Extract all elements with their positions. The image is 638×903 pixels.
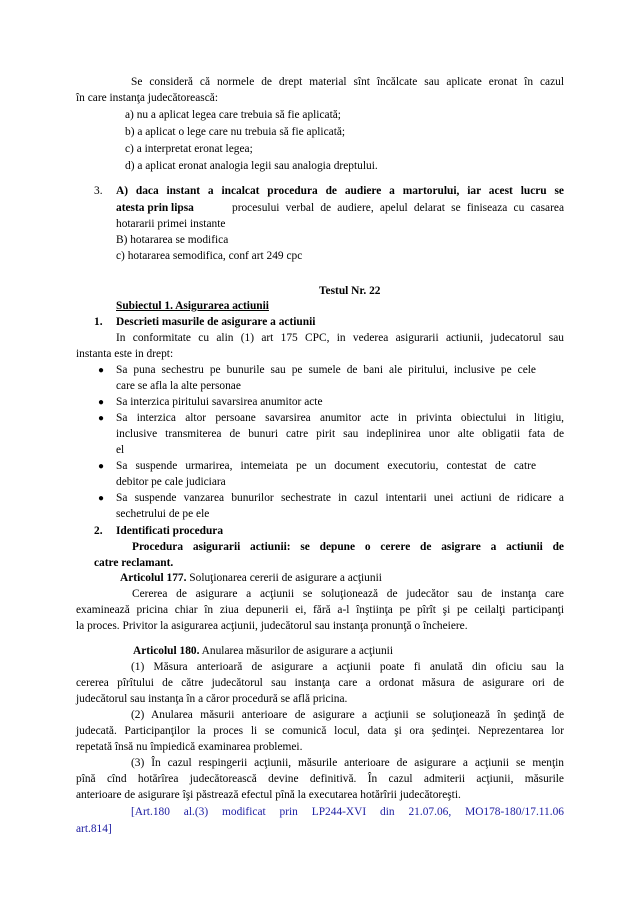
bullet-5-line-1: Sa suspende vanzarea bunurilor sechestrate in cazul intentarii unei actiuni de ridicare a — [116, 492, 564, 504]
s1-q2-label: Identificati procedura — [116, 525, 224, 537]
bullet-icon: ● — [98, 461, 105, 472]
bullet-1-line-1: Sa puna sechestru pe bunurile sau pe sumele de bani ale piritului, inclusive pe cele — [116, 364, 536, 376]
q3-line-2-bold: atesta prin lipsa — [116, 202, 194, 214]
intro-item-d: d) a aplicat eronat analogia legii sau analogia dreptului. — [125, 160, 378, 172]
bullet-2-line-1: Sa interzica piritului savarsirea anumitor acte — [116, 396, 323, 408]
q3-line-1: A) daca instant a incalcat procedura de audiere a martorului, iar acest lucru se — [116, 185, 564, 197]
bullet-icon: ● — [98, 397, 105, 408]
bullet-1-line-2: care se afla la alte personae — [116, 380, 241, 392]
bullet-3-line-1: Sa interzica altor persoane savarsirea anumitor acte in privinta obiectului in litigiu, — [116, 412, 564, 424]
art180-p2-line-3: repetată însă nu împiedică examinarea problemei. — [76, 741, 303, 753]
intro-item-b: b) a aplicat o lege care nu trebuia să fie aplicată; — [125, 126, 346, 138]
intro-item-c: c) a interpretat eronat legea; — [125, 143, 253, 155]
s1-q2-number: 2. — [94, 525, 103, 537]
s1-para-line-1: In conformitate cu alin (1) art 175 CPC, in vederea asigurarii actiunii, judecatorul sau — [116, 332, 564, 344]
art180-heading — [133, 643, 393, 659]
procedure-line-1: Procedura asigurarii actiunii: se depune o cerere de asigrare a actiunii de — [132, 541, 564, 553]
s1-para-line-2: instanta este in drept: — [76, 348, 174, 360]
intro-line-1: Se consideră că normele de drept material sînt încălcate sau aplicate eronat în cazul — [131, 76, 564, 88]
art177-title: Articolul 177. — [120, 572, 187, 584]
art180-p3-line-2: pînă cînd hotărîrea judecătorească devine definitivă. În cazul admiterii acţiunii, măsurile — [76, 773, 564, 785]
procedure-line-2: catre reclamant. — [94, 557, 174, 569]
art180-p3-line-1: (3) În cazul respingerii acţiunii, măsurile anterioare de asigurare a acţiunii se menţin — [131, 757, 564, 769]
bullet-4-line-1: Sa suspende urmarirea, intemeiata pe un document executoriu, contestat de catre — [116, 460, 536, 472]
art180-p1-line-2: cererea pîrîtului de către judecătorul sau instanţa care a ordonat măsura de asigurare ori de — [76, 677, 564, 689]
bullet-icon: ● — [98, 413, 105, 424]
art180-p2-line-1: (2) Anularea măsurii anterioare de asigurare a acţiunii se soluţionează în şedinţă de — [131, 709, 564, 721]
q3-line-2-rest: procesului verbal de audiere, apelul delarat se finiseaza cu casarea — [232, 202, 564, 214]
art180-title-rest: Anularea măsurilor de asigurare a acţiunii — [201, 645, 394, 657]
art177-line-2: examinează pricina chiar în ziua depunerii ei, fără a-l înştiinţa pe pîrît şi pe ceilalţi participanţi — [76, 604, 564, 616]
art177-heading — [120, 570, 382, 586]
q3-number: 3. — [94, 185, 103, 197]
s1-q1-label: Descrieti masurile de asigurare a actiunii — [116, 316, 316, 328]
bullet-3-line-2: inclusive transmiterea de bunuri catre pirit sau indeplinirea unor alte obligatii fata de — [116, 428, 564, 440]
intro-line-2: în care instanţa judecătorească: — [76, 92, 218, 104]
subject-1-heading: Subiectul 1. Asigurarea actiunii — [116, 300, 269, 312]
q3-line-3: hotararii primei instante — [116, 218, 226, 230]
art180-amendment-note-line-1: [Art.180 al.(3) modificat prin LP244-XVI din 21.07.06, MO178-180/17.11.06 — [131, 806, 564, 818]
art180-p1-line-1: (1) Măsura anterioară de asigurare a acţiunii poate fi anulată din oficiu sau la — [131, 661, 564, 673]
bullet-4-line-2: debitor pe cale judiciara — [116, 476, 226, 488]
art177-line-1: Cererea de asigurare a acţiunii se soluţionează de judecător sau de instanţa care — [132, 588, 564, 600]
art180-amendment-note-line-2: art.814] — [76, 823, 112, 835]
art177-title-rest: Soluţionarea cererii de asigurare a acţiunii — [189, 572, 382, 584]
art180-p3-line-3: anterioare de asigurare îşi păstrează efectul pînă la executarea hotărîrii judecătoreşti. — [76, 789, 461, 801]
art180-p2-line-2: judecată. Participanţilor la proces li se comunică locul, data şi ora şedinţei. Neprezentarea lor — [76, 725, 564, 737]
intro-item-a: a) nu a aplicat legea care trebuia să fie aplicată; — [125, 109, 341, 121]
bullet-5-line-2: sechetrului de pe ele — [116, 508, 210, 520]
bullet-icon: ● — [98, 365, 105, 376]
bullet-3-line-3: el — [116, 444, 125, 456]
bullet-icon: ● — [98, 493, 105, 504]
art177-line-3: la proces. Privitor la asigurarea acţiunii, judecătorul sau instanţa pronunţă o încheiere. — [76, 620, 468, 632]
s1-q1-number: 1. — [94, 316, 103, 328]
q3-line-4: B) hotararea se modifica — [116, 234, 229, 246]
test-title: Testul Nr. 22 — [319, 285, 381, 297]
art180-p1-line-3: judecătorul sau instanţa în a căror procedură se află pricina. — [76, 693, 348, 705]
q3-line-5: c) hotararea semodifica, conf art 249 cpc — [116, 250, 303, 262]
art180-title: Articolul 180. — [133, 645, 200, 657]
